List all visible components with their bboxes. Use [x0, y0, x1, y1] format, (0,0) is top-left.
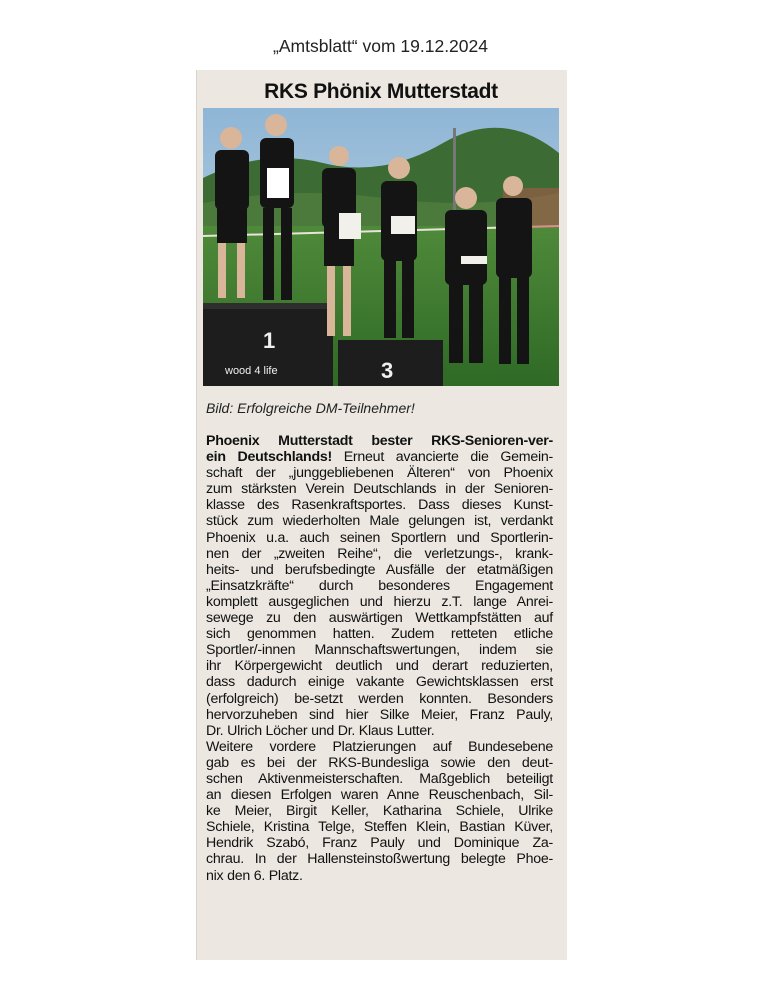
- article-lead: ein Deutschlands!: [206, 449, 332, 466]
- sponsor-logo: wood 4 life: [225, 365, 278, 377]
- article-line: [206, 449, 553, 465]
- article-line: (erfolgreich) be-setzt werden konnten. Besonders: [206, 690, 553, 707]
- article-line: an diesen Erfolgen waren Anne Reuschenbach, Sil-: [206, 787, 553, 804]
- podium-scene-image: [203, 108, 559, 386]
- article-line: zum stärksten Verein Deutschlands in der Senioren-: [206, 481, 553, 498]
- article-line: hervorzuheben sind hier Silke Meier, Franz Pauly,: [206, 706, 553, 723]
- article-line: [206, 433, 553, 449]
- article-line: sich genommen hatten. Zudem retteten etliche: [206, 626, 553, 643]
- team-photo: [203, 108, 559, 386]
- article-line: nix den 6. Platz.: [206, 867, 303, 884]
- article-line: klasse des Rasenkraftsportes. Dass dieses Kunst-: [206, 497, 553, 514]
- article-line: heits- und berufsbedingte Ausfälle der etatmäßigen: [206, 561, 553, 578]
- article-line: Hendrik Szabó, Franz Pauly und Dominique Za-: [206, 835, 553, 852]
- article-line: gab es bei der RKS-Bundesliga sowie den deut-: [206, 754, 553, 771]
- article-line: Schiele, Kristina Telge, Steffen Klein, Bastian Küver,: [206, 819, 553, 836]
- article-line: Weitere vordere Platzierungen auf Bundesebene: [206, 738, 553, 755]
- article-line: chrau. In der Hallensteinstoßwertung belegte Phoe-: [206, 851, 553, 868]
- article-headline: RKS Phönix Mutterstadt: [264, 80, 498, 103]
- article-lead: Phoenix Mutterstadt bester RKS-Senioren-ver-: [206, 433, 553, 449]
- article-line: schaft der „junggebliebenen Älteren“ von Phoenix: [206, 465, 553, 482]
- article-line: komplett ausgeglichen und hierzu z.T. lange Anrei-: [206, 593, 553, 610]
- article-line: Phoenix u.a. auch seinen Sportlern und Sportlerin-: [206, 529, 553, 546]
- podium-third-number: 3: [381, 358, 394, 383]
- article-line: stück zum wiederholten Male gelungen ist, verdankt: [206, 513, 553, 530]
- article-line: dass dadurch einige vakante Gewichtsklassen erst: [206, 674, 553, 691]
- article-line: sewege zu den auswärtigen Wettkampfstätten auf: [206, 610, 553, 627]
- article-line: Dr. Ulrich Löcher und Dr. Klaus Lutter.: [206, 722, 435, 739]
- photo-caption: Bild: Erfolgreiche DM-Teilnehmer!: [206, 400, 415, 416]
- newspaper-source-note: „Amtsblatt“ vom 19.12.2024: [273, 36, 488, 56]
- article-line: Sportler/-innen Mannschaftswertungen, indem sie: [206, 642, 553, 659]
- article-line: ihr Körpergewicht deutlich und derart reduzierten,: [206, 658, 553, 675]
- article-line: nen der „zweiten Reihe“, die verletzungs-, krank-: [206, 545, 553, 562]
- article-line: ke Meier, Birgit Keller, Katharina Schiele, Ulrike: [206, 803, 553, 820]
- podium-first-number: 1: [263, 328, 276, 353]
- article-line: schen Aktivenmeisterschaften. Maßgeblich beteiligt: [206, 770, 553, 787]
- article-text: Erneut avancierte die Gemein-: [331, 449, 553, 466]
- article-body: [206, 433, 553, 884]
- article-line: „Einsatzkräfte“ durch besonderes Engagement: [206, 577, 553, 594]
